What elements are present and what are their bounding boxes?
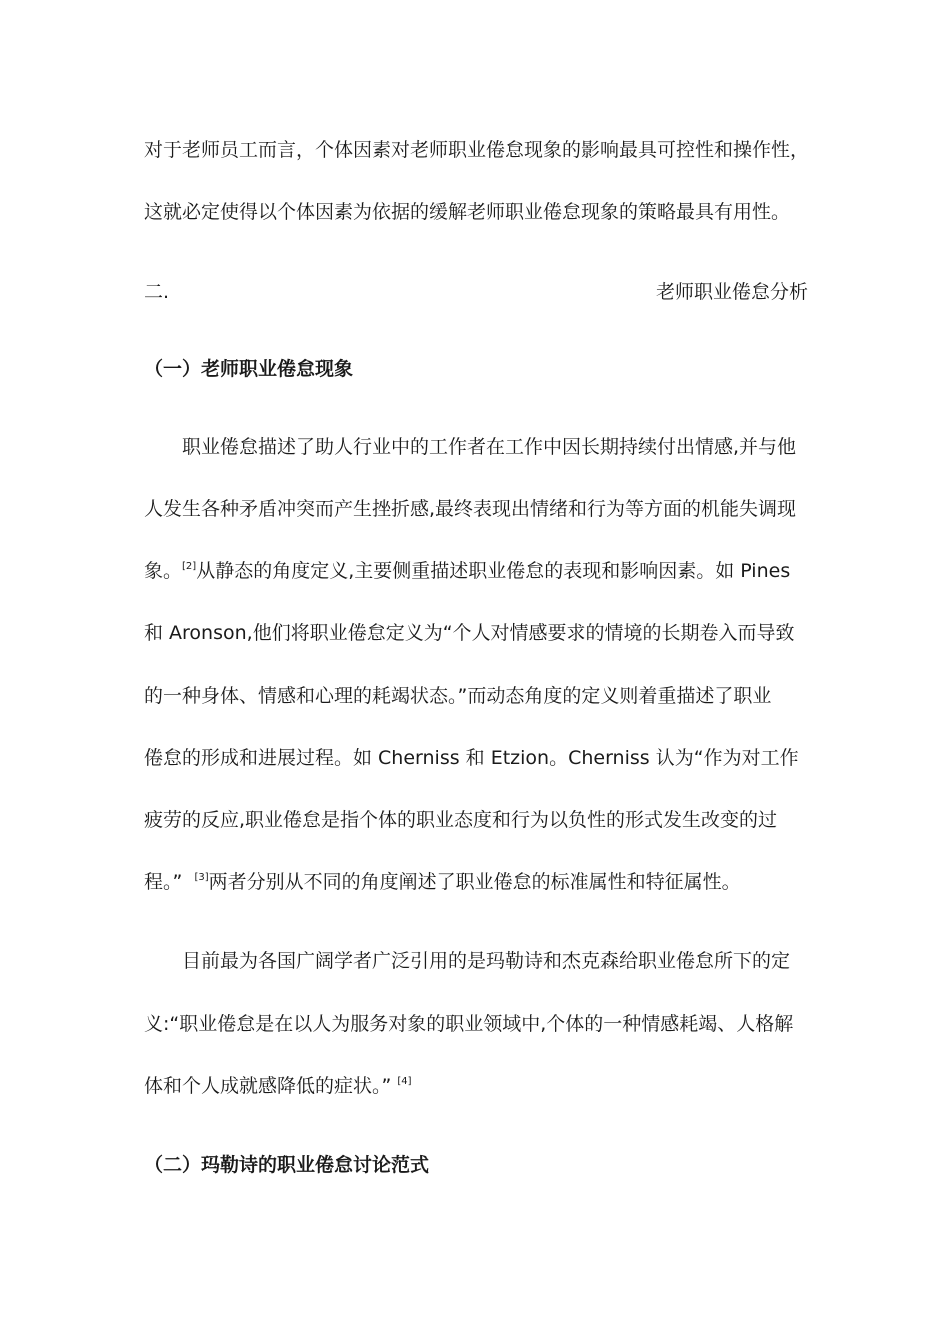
paragraph-2-line-1: 目前最为各国广阔学者广泛引用的是玛勒诗和杰克森给职业倦怠所下的定	[182, 950, 791, 972]
paragraph-2-line-3	[144, 1074, 808, 1098]
citation-3: [3]	[194, 872, 209, 883]
paragraph-1-line-2: 人发生各种矛盾冲突而产生挫折感,最终表现出情绪和行为等方面的机能失调现	[144, 498, 797, 520]
paragraph-1-line-3-end: 从静态的角度定义,主要侧重描述职业倦怠的表现和影响因素。如 Pines	[196, 560, 791, 582]
subsection-heading-2: （二）玛勒诗的职业倦怠讨论范式	[144, 1154, 430, 1176]
subsection-heading-1: （一）老师职业倦怠现象	[144, 358, 354, 380]
paragraph-1-line-7: 疲劳的反应,职业倦怠是指个体的职业态度和行为以负性的形式发生改变的过	[144, 809, 778, 831]
paragraph-2-line-2: 义:“职业倦怠是在以人为服务对象的职业领域中,个体的一种情感耗竭、人格解	[144, 1013, 794, 1035]
paragraph-1-line-3	[144, 559, 808, 583]
intro-line-1: 对于老师员工而言，个体因素对老师职业倦怠现象的影响最具可控性和操作性，	[144, 139, 810, 161]
paragraph-1-line-8	[144, 870, 808, 894]
paragraph-1-line-1: 职业倦怠描述了助人行业中的工作者在工作中因长期持续付出情感,并与他	[182, 436, 797, 458]
paragraph-1-line-3-start: 象。	[144, 560, 183, 582]
paragraph-1-line-4: 和 Aronson,他们将职业倦怠定义为“个人对情感要求的情境的长期卷入而导致	[144, 622, 795, 644]
paragraph-1-line-8-start: 程。”	[144, 871, 183, 893]
paragraph-2-line-3-text: 体和个人成就感降低的症状。”	[144, 1075, 392, 1097]
paragraph-1-line-8-end: 两者分别从不同的角度阐述了职业倦怠的标准属性和特征属性。	[208, 871, 741, 893]
intro-line-2: 这就必定使得以个体因素为依据的缓解老师职业倦怠现象的策略最具有用性。	[144, 201, 791, 223]
paragraph-1-line-6: 倦怠的形成和进展过程。如 Cherniss 和 Etzion。Cherniss 认为“作为对工作	[144, 747, 799, 769]
citation-4: [4]	[397, 1076, 412, 1087]
paragraph-1-line-5: 的一种身体、情感和心理的耗竭状态。”而动态角度的定义则着重描述了职业	[144, 685, 772, 707]
section-number: 二.	[144, 281, 170, 303]
citation-2: [2]	[182, 561, 197, 572]
section-title: 老师职业倦怠分析	[655, 281, 808, 303]
